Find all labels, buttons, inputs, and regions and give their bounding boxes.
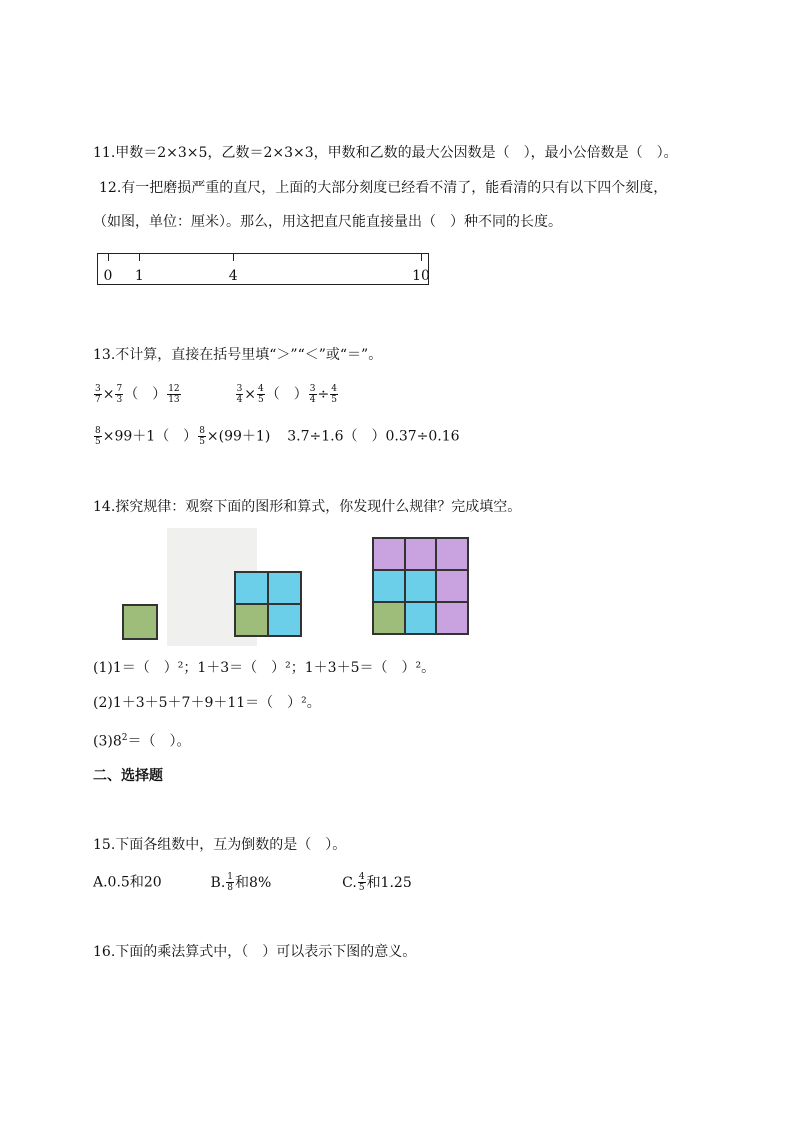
grid-cell-green [373, 602, 405, 634]
square-3x3 [372, 537, 469, 635]
question-15-title: 15.下面各组数中，互为倒数的是（ ）。 [93, 837, 347, 853]
question-14-part1: (1)1＝（ ）²；1＋3＝（ ）²；1＋3＋5＝（ ）²。 [93, 660, 436, 676]
answer-blank[interactable]: （ ） [155, 428, 198, 445]
answer-blank[interactable]: （ ） [265, 386, 308, 403]
grid-cell-purple [405, 538, 437, 570]
option-a[interactable]: A.0.5和20 [93, 874, 162, 891]
grid-cell-blue [235, 572, 268, 604]
grid-cell-purple [436, 538, 468, 570]
square-2x2 [234, 571, 302, 637]
question-13-row1: $\frac{3}{7}$ × $\frac{7}{3}$ （ ） $\frac{12}{13}$ $\frac{3}{4}$ × $\frac{4}{5}$ （ ） $\frac{3}{4}$ ÷ $\frac{4}{5}$ [95, 384, 337, 405]
grid-cell-green [235, 604, 268, 636]
fraction: $\frac{3}{4}$ [309, 384, 316, 405]
grid-cell-purple [436, 602, 468, 634]
ruler-tick [421, 254, 422, 261]
question-12-line2: （如图，单位：厘米）。那么，用这把直尺能直接量出（ ）种不同的长度。 [93, 214, 562, 230]
section-heading: 二、选择题 [93, 768, 163, 784]
fraction: $\frac{4}{5}$ [331, 384, 337, 405]
fraction: $\frac{8}{5}$ [199, 426, 205, 447]
ruler-tick [233, 254, 234, 261]
question-14-part3: $(3)8^2=$（ ）。 [93, 733, 191, 750]
answer-blank[interactable]: （ ） [343, 428, 386, 445]
fraction: $\frac{4}{5}$ [258, 384, 264, 405]
ruler-tick-label: 0 [103, 268, 113, 284]
fraction: $\frac{3}{7}$ [95, 384, 101, 405]
grid-cell-purple [373, 538, 405, 570]
question-13-title: 13.不计算，直接在括号里填“＞”“＜”或“＝”。 [93, 347, 383, 363]
ruler-figure [97, 253, 429, 285]
grid-cell-blue [268, 604, 301, 636]
grid-cell-purple [436, 570, 468, 602]
fraction: $\frac{7}{3}$ [116, 384, 123, 405]
ruler-tick-label: 4 [228, 268, 238, 284]
grid-cell-blue [405, 570, 437, 602]
question-15-options [93, 872, 412, 893]
ruler-tick-label: 1 [134, 268, 144, 284]
question-14-part2: (2)1＋3＋5＋7＋9＋11＝（ ）²。 [93, 695, 321, 711]
grid-cell-blue [405, 602, 437, 634]
fraction: $\frac{3}{4}$ [236, 384, 243, 405]
question-11: 11.甲数＝2×3×5，乙数＝2×3×3，甲数和乙数的最大公因数是（ ），最小公倍数是（ ）。 [93, 145, 678, 161]
ruler-tick [108, 254, 109, 261]
square-1x1 [122, 604, 158, 640]
grid-cell-green [123, 605, 157, 639]
question-14-title: 14.探究规律：观察下面的图形和算式，你发现什么规律？完成填空。 [93, 499, 522, 515]
answer-blank[interactable]: （ ） [124, 386, 167, 403]
grid-cell-blue [373, 570, 405, 602]
ruler-tick-label: 10 [412, 268, 430, 284]
ruler-tick [139, 254, 140, 261]
fraction: $\frac{12}{13}$ [168, 384, 180, 405]
option-b[interactable]: B. $\frac{1}{8}$ 和8% [210, 872, 272, 893]
option-c[interactable]: C. $\frac{4}{5}$ 和1.25 [342, 872, 412, 893]
grid-cell-blue [268, 572, 301, 604]
question-13-row2: $\frac{8}{5}$ ×99＋1（ ） $\frac{8}{5}$ ×(99＋1) 3.7÷1.6（ ）0.37÷0.16 [95, 426, 460, 447]
question-16: 16.下面的乘法算式中，（ ）可以表示下图的意义。 [93, 944, 417, 960]
fraction: $\frac{8}{5}$ [95, 426, 101, 447]
question-12-line1: 12.有一把磨损严重的直尺，上面的大部分刻度已经看不清了，能看清的只有以下四个刻度， [99, 180, 668, 196]
